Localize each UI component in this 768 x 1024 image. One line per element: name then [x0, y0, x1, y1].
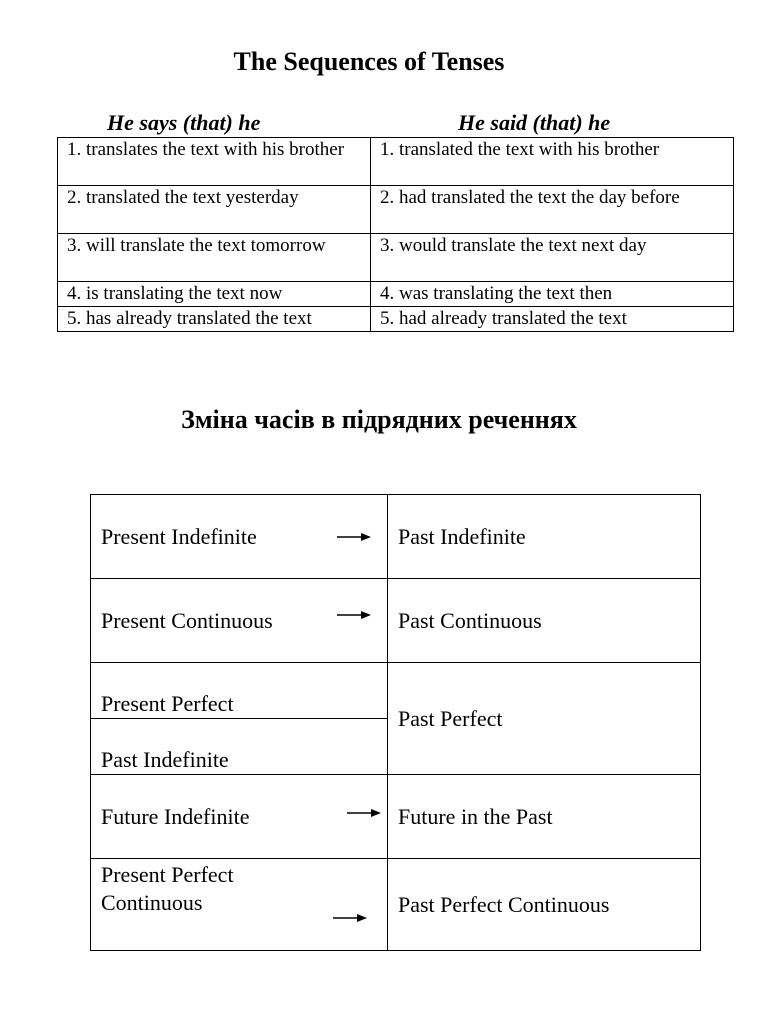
table-cell: 1. translates the text with his brother — [58, 138, 371, 186]
table-row — [58, 138, 734, 186]
table-row — [58, 234, 734, 282]
table-cell: Past Continuous — [388, 579, 701, 663]
table-cell: 2. had translated the text the day before — [371, 186, 734, 234]
tense-label: Future Indefinite — [101, 803, 250, 829]
right-arrow-icon — [337, 532, 371, 542]
right-arrow-icon — [337, 610, 371, 620]
table-cell: 4. is translating the text now — [58, 282, 371, 307]
table-row — [91, 859, 701, 951]
table-cell: Past Indefinite — [388, 495, 701, 579]
table-cell: Past Perfect — [388, 663, 701, 775]
table-cell: 4. was translating the text then — [371, 282, 734, 307]
tense-label: Present Indefinite — [101, 523, 257, 549]
table-cell: Past Indefinite — [91, 719, 388, 775]
right-arrow-icon — [333, 913, 367, 923]
table-cell — [91, 859, 388, 951]
table-row — [58, 282, 734, 307]
table-row — [91, 663, 701, 719]
tense-label: Present Continuous — [101, 607, 273, 633]
table-cell: Future in the Past — [388, 775, 701, 859]
table-row — [58, 307, 734, 332]
table-cell: 2. translated the text yesterday — [58, 186, 371, 234]
table-cell: 3. will translate the text tomorrow — [58, 234, 371, 282]
table-row — [91, 495, 701, 579]
table-cell: Past Perfect Continuous — [388, 859, 701, 951]
column-header-says: He says (that) he — [107, 110, 261, 135]
table-cell — [91, 495, 388, 579]
right-arrow-icon — [347, 808, 381, 818]
table-cell: 5. has already translated the text — [58, 307, 371, 332]
section-subtitle: Зміна часів в підрядних реченнях — [181, 405, 577, 434]
tense-label: Present Perfect — [101, 862, 234, 887]
table-cell: 5. had already translated the text — [371, 307, 734, 332]
column-header-said: He said (that) he — [458, 110, 611, 135]
table-cell: 3. would translate the text next day — [371, 234, 734, 282]
tense-label-line2: Continuous — [101, 890, 203, 915]
table-row — [91, 775, 701, 859]
table-row — [58, 186, 734, 234]
table-cell — [91, 775, 388, 859]
table-cell: 1. translated the text with his brother — [371, 138, 734, 186]
tense-change-table — [90, 494, 701, 951]
page-title: The Sequences of Tenses — [233, 47, 505, 76]
table-cell: Present Perfect — [91, 663, 388, 719]
sequence-of-tenses-table — [57, 137, 734, 332]
table-row — [91, 579, 701, 663]
table-cell — [91, 579, 388, 663]
